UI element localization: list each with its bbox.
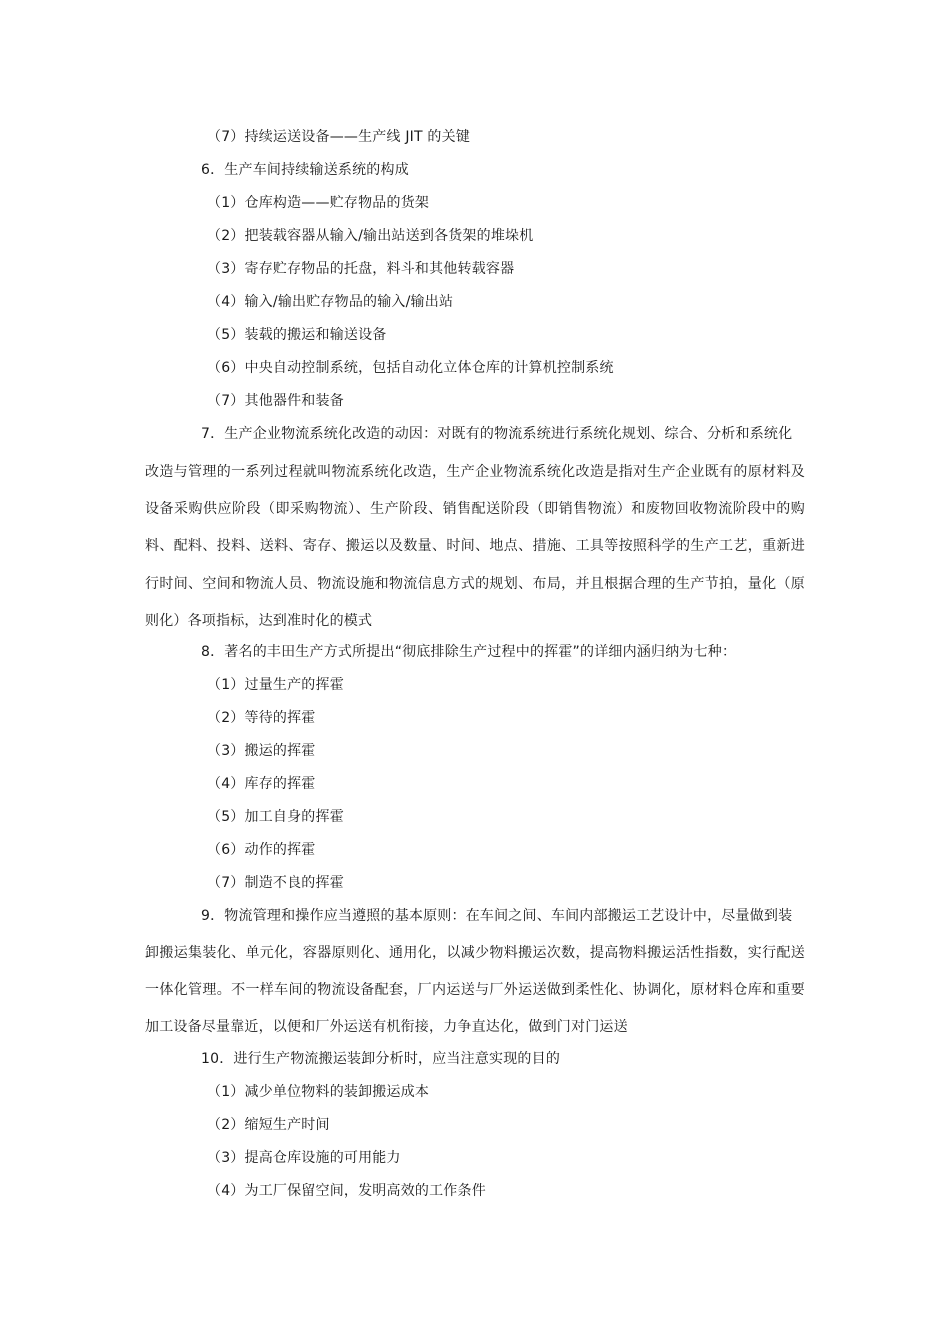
paragraph-line: 加工设备尽量靠近，以便和厂外运送有机衔接，力争直达化，做到门对门运送 (145, 1019, 628, 1035)
section-heading: 9．物流管理和操作应当遵照的基本原则：在车间之间、车间内部搬运工艺设计中，尽量做到装 (201, 908, 793, 924)
list-item: （3）搬运的挥霍 (207, 743, 316, 759)
list-item: （7）制造不良的挥霍 (207, 875, 344, 891)
list-item: （3）寄存贮存物品的托盘，料斗和其他转载容器 (207, 261, 515, 277)
list-item: （1）减少单位物料的装卸搬运成本 (207, 1084, 430, 1100)
list-item: （1）过量生产的挥霍 (207, 677, 344, 693)
paragraph-line: 改造与管理的一系列过程就叫物流系统化改造，生产企业物流系统化改造是指对生产企业既有的原材料及 (145, 464, 805, 480)
paragraph-line: 卸搬运集装化、单元化，容器原则化、通用化，以减少物料搬运次数，提高物料搬运活性指数，实行配送 (145, 945, 805, 961)
list-item: （5）装载的搬运和输送设备 (207, 327, 387, 343)
paragraph-line: 一体化管理。不一样车间的物流设备配套，厂内运送与厂外运送做到柔性化、协调化，原材料仓库和重要 (145, 982, 805, 998)
list-item: （7）其他器件和装备 (207, 393, 344, 409)
list-item: （1）仓库构造——贮存物品的货架 (207, 195, 430, 211)
section-heading: 8．著名的丰田生产方式所提出“彻底排除生产过程中的挥霍”的详细内涵归纳为七种： (201, 644, 737, 660)
paragraph-line: 行时间、空间和物流人员、物流设施和物流信息方式的规划、布局，并且根据合理的生产节拍，量化（原 (145, 576, 805, 592)
list-item: （2）缩短生产时间 (207, 1117, 330, 1133)
list-item: （4）库存的挥霍 (207, 776, 316, 792)
list-item: （6）动作的挥霍 (207, 842, 316, 858)
list-item: （4）为工厂保留空间，发明高效的工作条件 (207, 1183, 486, 1199)
list-item: （2）把装载容器从输入/输出站送到各货架的堆垛机 (207, 228, 534, 244)
list-item: （6）中央自动控制系统，包括自动化立体仓库的计算机控制系统 (207, 360, 614, 376)
section-heading: 6．生产车间持续输送系统的构成 (201, 162, 409, 178)
section-heading: 7．生产企业物流系统化改造的动因：对既有的物流系统进行系统化规划、综合、分析和系统化 (201, 426, 793, 442)
list-item: （7）持续运送设备——生产线 JIT 的关键 (207, 129, 471, 145)
list-item: （2）等待的挥霍 (207, 710, 316, 726)
list-item: （4）输入/输出贮存物品的输入/输出站 (207, 294, 454, 310)
list-item: （3）提高仓库设施的可用能力 (207, 1150, 401, 1166)
list-item: （5）加工自身的挥霍 (207, 809, 344, 825)
paragraph-line: 料、配料、投料、送料、寄存、搬运以及数量、时间、地点、措施、工具等按照科学的生产工艺，重新进 (145, 538, 805, 554)
section-heading: 10．进行生产物流搬运装卸分析时，应当注意实现的目的 (201, 1051, 561, 1067)
paragraph-line: 设备采购供应阶段（即采购物流）、生产阶段、销售配送阶段（即销售物流）和废物回收物流阶段中的购 (145, 501, 805, 517)
paragraph-line: 则化）各项指标，达到准时化的模式 (145, 613, 373, 629)
